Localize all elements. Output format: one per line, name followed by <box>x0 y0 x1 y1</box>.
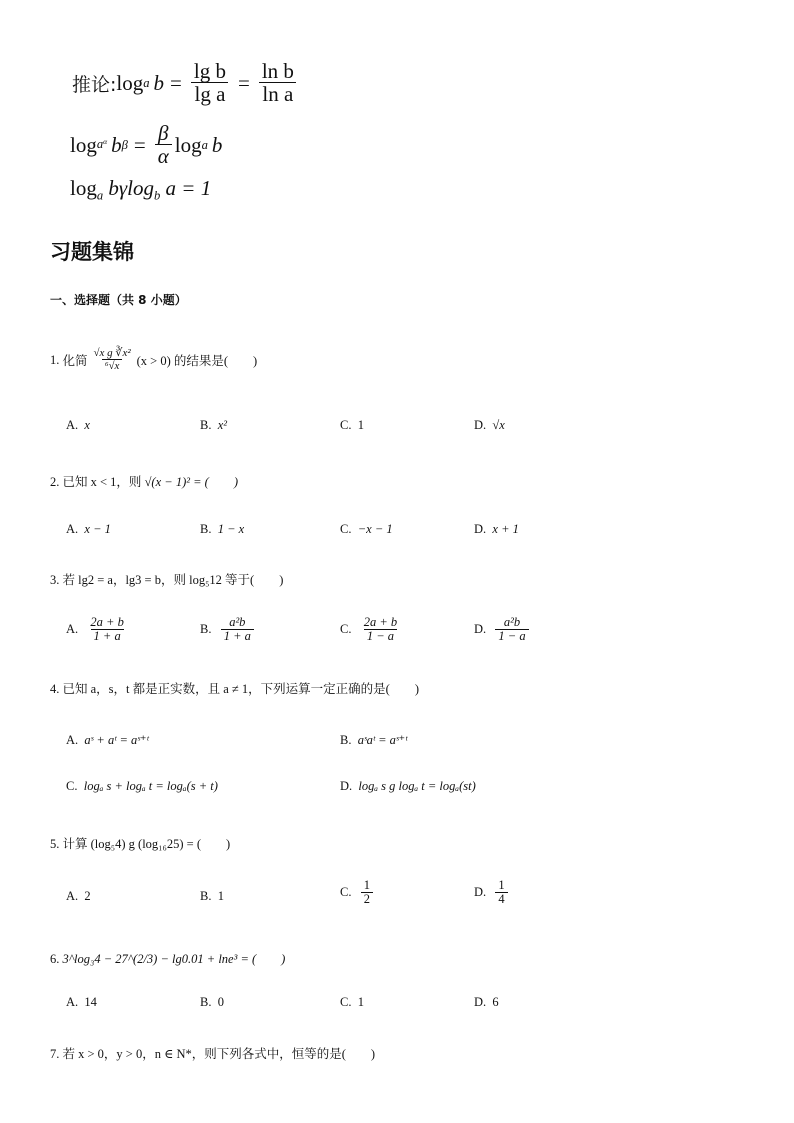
corollary-label: 推论: <box>72 73 117 96</box>
q5-option-b[interactable]: B. 1 <box>200 889 224 903</box>
q6-option-b[interactable]: B. 0 <box>200 995 224 1009</box>
q3-option-b[interactable]: B. $\frac{\text{a²b}}{1 + a}$ <box>200 616 257 644</box>
q2-option-c[interactable]: C. −x − 1 <box>340 522 393 536</box>
q2-option-d[interactable]: D. x + 1 <box>474 522 519 536</box>
q3-option-c[interactable]: C. $\frac{2a + b}{1 - a}$ <box>340 615 398 644</box>
q1-option-b[interactable]: B. x² <box>200 418 228 432</box>
q6-option-d[interactable]: D. 6 <box>474 995 499 1009</box>
question-3: 3. 若 lg2 = a，lg3 = b，则 log₅12 等于( ) <box>50 573 284 587</box>
q5-option-c[interactable]: C. $\frac{1}{2}$ <box>340 879 376 907</box>
question-7: 7. 若 x > 0，y > 0，n ∈ N*，则下列各式中，恒等的是( ) <box>50 1047 376 1061</box>
question-5: 5. 计算 (log₅4) g (log₁₆25) = ( ) <box>50 837 231 851</box>
fraction-lg: $\frac{\text{lg b}}{\text{lg a}}$ <box>191 60 229 106</box>
q4-option-c[interactable]: C. logₐ s + logₐ t = logₐ(s + t) <box>66 779 218 793</box>
q1-option-d[interactable]: D. √x <box>474 418 505 432</box>
q4-option-b[interactable]: B. aˢaᵗ = aˢ⁺ᵗ <box>340 733 408 747</box>
formula-reciprocal: $\log_a b\gamma\log_b$ a = 1 <box>70 176 212 203</box>
q2-option-b[interactable]: B. 1 − x <box>200 522 245 536</box>
formula-corollary: 推论: log a b = $\frac{\text{lg b}}{\text{lg a}}$ = $\frac{\text{ln b}}{\text{ln a}}$ <box>72 58 300 108</box>
question-2: 2. 已知 x < 1，则 √(x − 1)² = ( ) <box>50 475 238 489</box>
q2-option-a[interactable]: A. x − 1 <box>66 522 111 536</box>
q3-option-a[interactable]: A. $\frac{2a + b}{1 + a}$ <box>66 615 124 644</box>
part-title: 一、选择题（共 8 小题） <box>50 293 187 307</box>
fraction-ln: $\frac{\text{ln b}}{\text{ln a}}$ <box>259 60 297 106</box>
q3-option-d[interactable]: D. $\frac{\text{a²b}}{1 - a}$ <box>474 616 532 644</box>
q6-option-a[interactable]: A. 14 <box>66 995 97 1009</box>
q5-option-a[interactable]: A. 2 <box>66 889 91 903</box>
q4-option-d[interactable]: D. logₐ s g logₐ t = logₐ(st) <box>340 779 476 793</box>
q1-option-c[interactable]: C. 1 <box>340 418 364 432</box>
q6-option-c[interactable]: C. 1 <box>340 995 364 1009</box>
question-4: 4. 已知 a，s，t 都是正实数，且 a ≠ 1，下列运算一定正确的是( ) <box>50 682 419 696</box>
question-1: 1. 化简 $\frac{\text{√x g ∛x²}}{\text{⁶√x}}$ (x > 0) 的结果是( ) <box>50 346 258 373</box>
section-title: 习题集锦 <box>50 240 134 264</box>
fraction-beta-alpha: $\frac{\beta}{\alpha}$ <box>155 122 172 168</box>
q4-option-a[interactable]: A. aˢ + aᵗ = aˢ⁺ᵗ <box>66 733 149 747</box>
q1-option-a[interactable]: A. x <box>66 418 90 432</box>
q5-option-d[interactable]: D. $\frac{1}{4}$ <box>474 879 511 907</box>
formula-power-rule: log $a^\alpha$ b β = $\frac{\beta}{\alpha}$ log a b <box>70 120 223 168</box>
q1-fraction: $\frac{\text{√x g ∛x²}}{\text{⁶√x}}$ <box>93 346 131 373</box>
question-6: 6. 3^log₃4 − 27^(2/3) − lg0.01 + lne³ = ( ) <box>50 952 286 966</box>
